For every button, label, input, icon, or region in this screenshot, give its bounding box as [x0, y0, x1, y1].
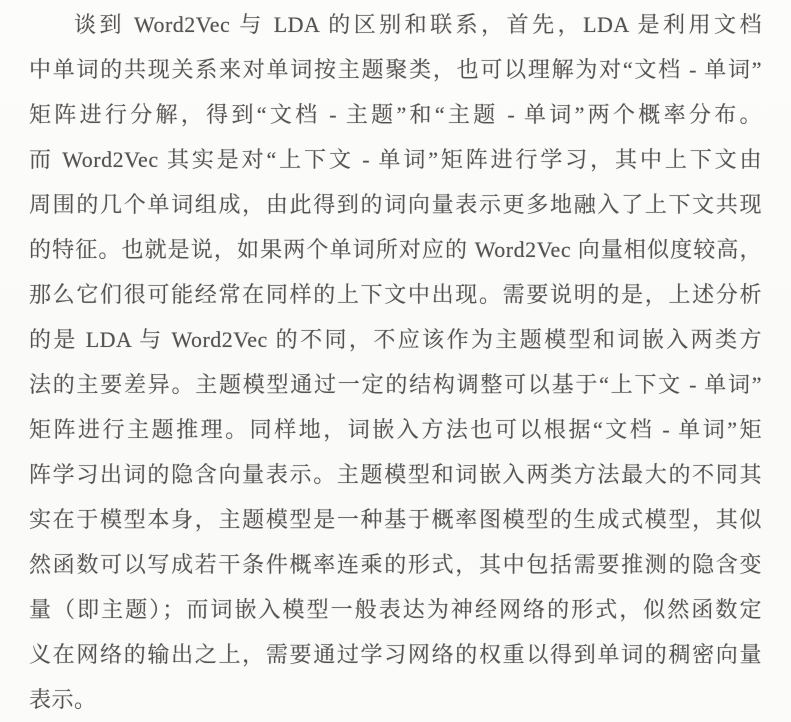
- text-line: 那么它们很可能经常在同样的上下文中出现。需要说明的是，上述分析: [29, 282, 762, 307]
- text-line: 周围的几个单词组成，由此得到的词向量表示更多地融入了上下文共现: [29, 192, 762, 217]
- text-line: 量（即主题）；而词嵌入模型一般表达为神经网络的形式，似然函数定: [29, 597, 762, 622]
- paragraph-lines: [29, 2, 762, 722]
- text-line: 阵学习出词的隐含向量表示。主题模型和词嵌入两类方法最大的不同其: [29, 462, 762, 487]
- text-line: 的是 LDA 与 Word2Vec 的不同，不应该作为主题模型和词嵌入两类方: [29, 327, 762, 352]
- text-line: 谈到 Word2Vec 与 LDA 的区别和联系，首先，LDA 是利用文档: [74, 12, 762, 37]
- text-line: 实在于模型本身，主题模型是一种基于概率图模型的生成式模型，其似: [29, 507, 762, 532]
- text-line: 义在网络的输出之上，需要通过学习网络的权重以得到单词的稠密向量: [29, 642, 762, 667]
- text-line: 而 Word2Vec 其实是对“上下文 - 单词”矩阵进行学习，其中上下文由: [29, 147, 762, 172]
- text-line: 表示。: [29, 687, 97, 712]
- text-line: 矩阵进行主题推理。同样地，词嵌入方法也可以根据“文档 - 单词”矩: [29, 417, 762, 442]
- text-line: 然函数可以写成若干条件概率连乘的形式，其中包括需要推测的隐含变: [29, 552, 762, 577]
- text-line: 中单词的共现关系来对单词按主题聚类，也可以理解为对“文档 - 单词”: [29, 57, 762, 82]
- text-line: 法的主要差异。主题模型通过一定的结构调整可以基于“上下文 - 单词”: [29, 372, 762, 397]
- text-line: 的特征。也就是说，如果两个单词所对应的 Word2Vec 向量相似度较高，: [29, 237, 762, 262]
- text-line: 矩阵进行分解，得到“文档 - 主题”和“主题 - 单词”两个概率分布。: [29, 102, 762, 127]
